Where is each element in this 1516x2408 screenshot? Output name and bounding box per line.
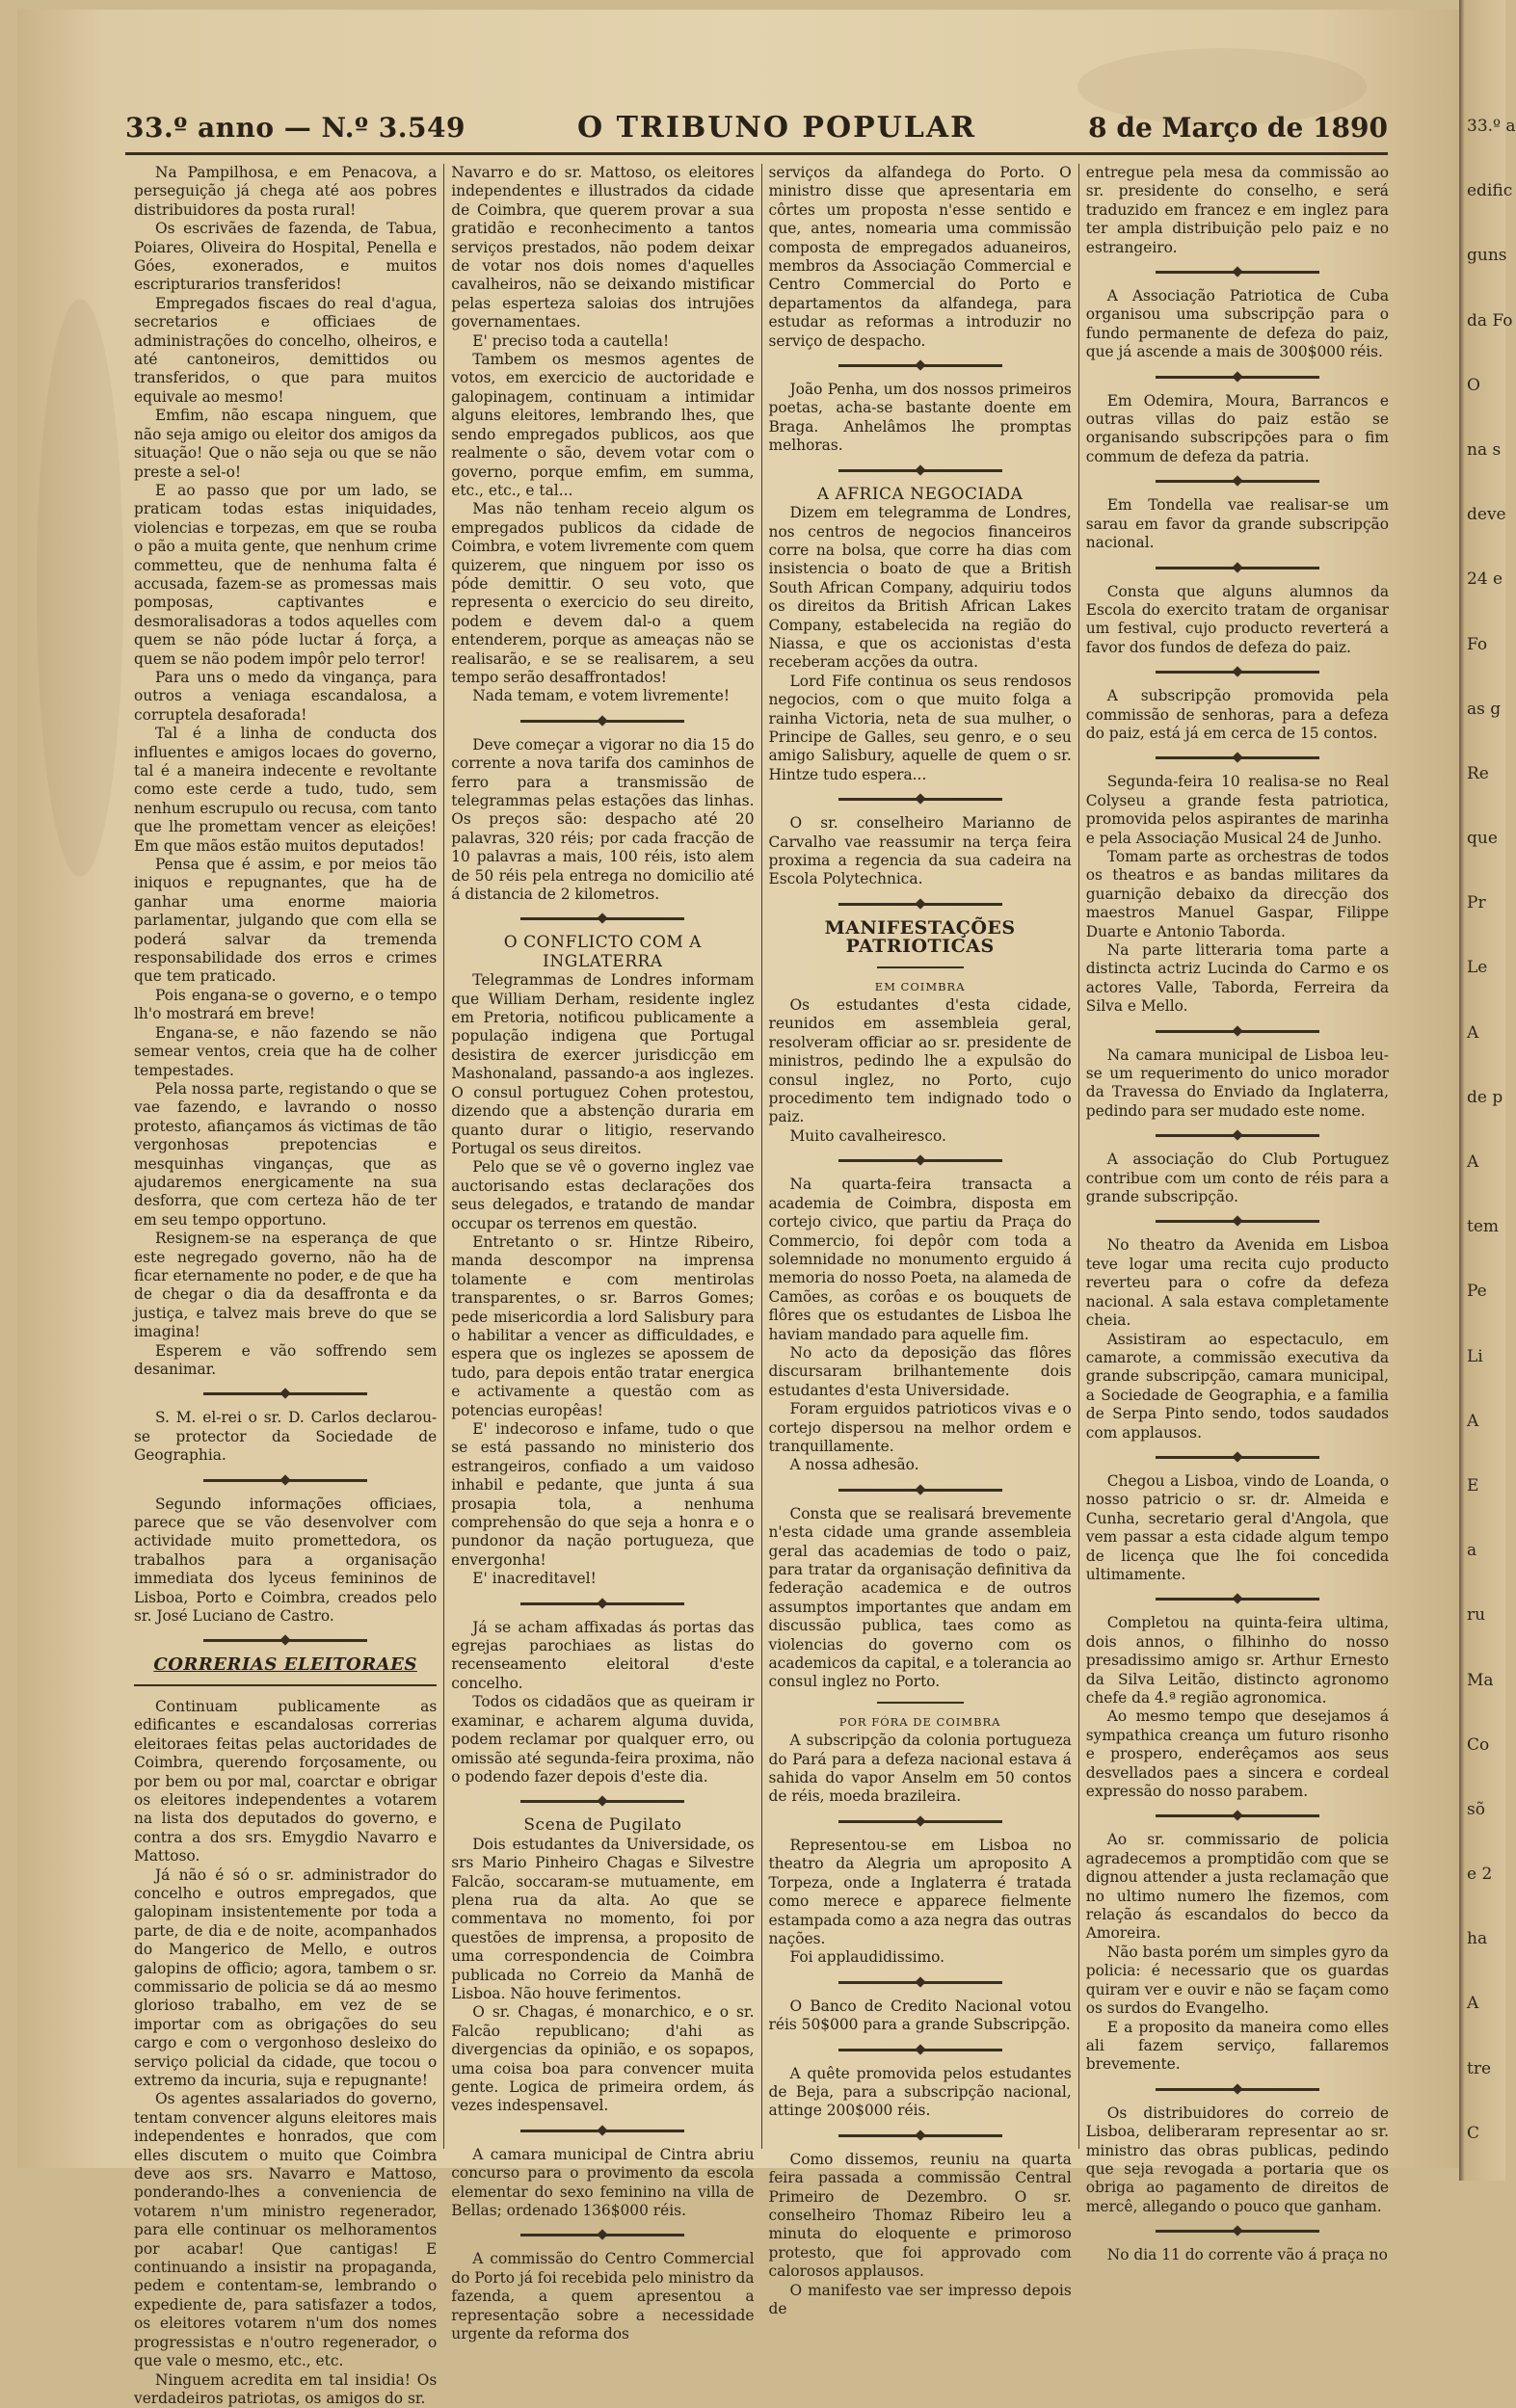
section-divider bbox=[838, 798, 1002, 801]
column-2 bbox=[444, 164, 761, 2149]
adjacent-page-fragment: Li bbox=[1459, 1346, 1483, 1368]
short-divider bbox=[877, 1702, 964, 1704]
paragraph: Dois estudantes da Universidade, os srs Mario Pinheiro Chagas e Silvestre Falcão, soccaram-se mutuamente, em plena rua da alta. Ao que se commentava no momento, foi por questões de imprensa, a proposito de uma correspondencia de Coimbra publicada no Correio da Manhã de Lisboa. Não houve ferimentos. bbox=[451, 1836, 754, 2004]
adjacent-page-fragment: Le bbox=[1459, 957, 1487, 979]
paragraph: S. M. el-rei o sr. D. Carlos declarou-se protector da Sociedade de Geographia. bbox=[134, 1409, 437, 1465]
article-heading: A AFRICA NEGOCIADA bbox=[769, 486, 1072, 504]
paragraph: A nossa adhesão. bbox=[769, 1456, 1072, 1474]
section-divider bbox=[1156, 480, 1319, 483]
paragraph: Os escrivães de fazenda, de Tabua, Poiares, Oliveira do Hospital, Penella e Góes, exonerados, e muitos escripturarios transferidos! bbox=[134, 220, 437, 295]
section-divider bbox=[838, 2134, 1002, 2137]
column-3 bbox=[762, 164, 1079, 2149]
column-1 bbox=[127, 164, 444, 2149]
paragraph: Completou na quinta-feira ultima, dois annos, o filhinho do nosso presadissimo amigo sr. Arthur Ernesto da Silva Leitão, distincto agronomo chefe da 4.ª região agronomica. bbox=[1086, 1614, 1389, 1707]
paragraph: Para uns o medo da vingança, para outros a veniaga escandalosa, a corruptela desaforada! bbox=[134, 669, 437, 725]
adjacent-page-fragment: que bbox=[1459, 828, 1498, 850]
adjacent-page-fragment: as g bbox=[1459, 699, 1501, 721]
adjacent-page-fragment: Fo bbox=[1459, 634, 1487, 656]
paragraph: Os estudantes d'esta cidade, reunidos em assembleia geral, resolveram officiar ao sr. presidente de ministros, pedindo lhe a expulsão do consul inglez, no Porto, cujo procedimento tem indignado todo o paiz. bbox=[769, 996, 1072, 1127]
section-divider bbox=[838, 1159, 1002, 1162]
section-divider bbox=[1156, 376, 1319, 379]
masthead bbox=[125, 106, 1388, 148]
section-divider bbox=[1156, 2088, 1319, 2091]
paragraph: Todos os cidadãos que as queiram ir examinar, e acharem alguma duvida, podem reclamar por qualquer erro, ou omissão até segunda-feira proxima, não o podendo fazer depois d'este dia. bbox=[451, 1693, 754, 1786]
paragraph: Resignem-se na esperança de que este negregado governo, não ha de ficar eternamente no poder, e de que ha de chegar o dia da desaffronta e da justiça, e talvez mais breve do que se imagina! bbox=[134, 1230, 437, 1341]
paragraph: Segunda-feira 10 realisa-se no Real Colyseu a grande festa patriotica, promovida pelos aspirantes de marinha e pela Associação Musical 24 de Junho. bbox=[1086, 773, 1389, 848]
adjacent-page-fragment: guns bbox=[1459, 245, 1507, 267]
paragraph: Chegou a Lisboa, vindo de Loanda, o nosso patricio o sr. dr. Almeida e Cunha, secretario geral d'Angola, que vem passar a esta cidade algum tempo de licença que lhe foi concedida ultimamente. bbox=[1086, 1472, 1389, 1584]
paragraph: Consta que se realisará brevemente n'esta cidade uma grande assembleia geral das academias de todo o paiz, para tratar da organisação definitiva da federação academica e de outros assumptos importantes que andam em discussão publica, taes como as violencias do governo com os academicos da capital, e a tolerancia ao consul inglez no Porto. bbox=[769, 1505, 1072, 1692]
article-heading: MANIFESTAÇÕES PATRIOTICAS bbox=[769, 919, 1072, 957]
section-divider bbox=[1156, 1598, 1319, 1601]
paragraph: No dia 11 do corrente vão á praça no bbox=[1086, 2246, 1389, 2264]
section-divider bbox=[1156, 1456, 1319, 1459]
paragraph: E' indecoroso e infame, tudo o que se está passando no ministerio dos estrangeiros, confiado a um vaidoso inhabil e pedante, que junta á sua prosapia tola, a nenhuma comprehensão do que seja a honra e o pundonor da nação portugueza, que envergonha! bbox=[451, 1420, 754, 1570]
paragraph: Ao mesmo tempo que desejamos á sympathica creança um futuro risonho e prospero, enderêçamos aos seus desvellados paes a sincera e cordeal expressão do nosso parabem. bbox=[1086, 1707, 1389, 1801]
paragraph: João Penha, um dos nossos primeiros poetas, acha-se bastante doente em Braga. Anhelâmos lhe promptas melhoras. bbox=[769, 381, 1072, 456]
paragraph: Segundo informações officiaes, parece que se vão desenvolver com actividade muito promettedora, os trabalhos para a organisação immediata dos lyceus femininos de Lisboa, Porto e Coimbra, creados pelo sr. José Luciano de Castro. bbox=[134, 1495, 437, 1627]
paragraph: O sr. Chagas, é monarchico, e o sr. Falcão republicano; d'ahi as divergencias da opinião, e os sopapos, uma coisa boa para convencer muita gente. Logica de primeira ordem, ás vezes indespensavel. bbox=[451, 2003, 754, 2115]
section-divider bbox=[520, 1602, 684, 1605]
section-divider bbox=[520, 2234, 684, 2236]
adjacent-page-fragment: e 2 bbox=[1459, 1864, 1492, 1886]
paragraph: O manifesto vae ser impresso depois de bbox=[769, 2282, 1072, 2319]
adjacent-page-fragment: A bbox=[1459, 1151, 1478, 1174]
paragraph: Emfim, não escapa ninguem, que não seja amigo ou eleitor dos amigos da situação! Que o não seja ou que se não preste a sel-o! bbox=[134, 407, 437, 482]
paragraph: entregue pela mesa da commissão ao sr. presidente do conselho, e será traduzido em francez e em inglez para ter ampla distribuição pelo paiz e no estrangeiro. bbox=[1086, 164, 1389, 257]
section-divider bbox=[838, 469, 1002, 472]
section-divider bbox=[838, 903, 1002, 906]
adjacent-page-fragment: A bbox=[1459, 1022, 1478, 1045]
section-divider bbox=[1156, 1814, 1319, 1817]
paragraph: Muito cavalheiresco. bbox=[769, 1127, 1072, 1146]
paragraph: Representou-se em Lisboa no theatro da Alegria um aproposito A Torpeza, onde a Inglaterra é tratada como merece e apparece fielmente estampada como a aza negra das outras nações. bbox=[769, 1837, 1072, 1948]
adjacent-page-fragment: a bbox=[1459, 1540, 1476, 1562]
section-divider bbox=[203, 1479, 367, 1482]
paragraph: Ninguem acredita em tal insidia! Os verdadeiros patriotas, os amigos do sr. bbox=[134, 2371, 437, 2408]
adjacent-page-fragment: ha bbox=[1459, 1928, 1487, 1950]
paragraph: Telegrammas de Londres informam que William Derham, residente inglez em Pretoria, notificou publicamente a população indigena que Portugal desistira de exercer jurisdicção em Mashonaland, passando-a aos inglezes. O consul portuguez Cohen protestou, dizendo que a abstenção duraria em quanto durar o litigio, reservando Portugal os seus direitos. bbox=[451, 971, 754, 1158]
paragraph: E ao passo que por um lado, se praticam todas estas iniquidades, violencias e torpezas, em que se rouba o pão a muita gente, que nenhum crime commetteu, que de nenhuma falta é accusada, fazem-se as promessas mais pomposas, captivantes e desmoralisadoras a todos aquelles com quem se não póde luctar á força, a quem se não podem impôr pelo terror! bbox=[134, 482, 437, 669]
paragraph: O Banco de Credito Nacional votou réis 50$000 para a grande Subscripção. bbox=[769, 1998, 1072, 2035]
adjacent-page-fragment: Pr bbox=[1459, 892, 1486, 914]
adjacent-page-fragment: de p bbox=[1459, 1087, 1503, 1109]
paragraph: E a proposito da maneira como elles ali fazem serviço, fallaremos brevemente. bbox=[1086, 2019, 1389, 2075]
paragraph: Tal é a linha de conducta dos influentes e amigos locaes do governo, tal é a maneira indecente e revoltante como este cerde a tudo, tudo, sem nenhum escrupulo ou recusa, com tanto que lhe promettam vencer as eleições! Em que mãos estão muitos deputados! bbox=[134, 725, 437, 856]
masthead-rule bbox=[125, 152, 1388, 155]
paragraph: Continuam publicamente as edificantes e escandalosas correrias eleitoraes feitas pelas auctoridades de Coimbra, querendo forçosamente, ou por bem ou por mal, coarctar e obrigar os eleitores independentes a votarem na lista dos deputados do governo, e contra a dos srs. Emygdio Navarro e Mattoso. bbox=[134, 1698, 437, 1866]
section-divider bbox=[838, 1489, 1002, 1492]
adjacent-page-fragment: A bbox=[1459, 1411, 1478, 1433]
section-divider bbox=[838, 2049, 1002, 2051]
adjacent-page-fragment: Ma bbox=[1459, 1670, 1494, 1692]
paragraph: Os agentes assalariados do governo, tentam convencer alguns eleitores mais independentes e honrados, que com elles discutem o muito que Coimbra deve aos srs. Navarro e Mattoso, ponderando-lhes a conveniencia de votarem n'um ministro regenerador, para elle continuar os melhoramentos por acabar! Que cantigas! E continuando a insistir na propaganda, pedem e contentam-se, lembrando o expediente de, para satisfazer a todos, os eleitores votarem n'um dos nomes progressistas e n'outro regenerador, o que vale o mesmo, etc., etc. bbox=[134, 2090, 437, 2370]
issue-number: 33.º anno — N.º 3.549 bbox=[125, 112, 465, 144]
paragraph: E' preciso toda a cautella! bbox=[451, 332, 754, 351]
adjacent-page-fragment: tre bbox=[1459, 2058, 1491, 2080]
paragraph: A subscripção da colonia portugueza do Pará para a defeza nacional estava á sahida do vapor Anselm em 50 contos de réis, moeda brazileira. bbox=[769, 1732, 1072, 1807]
paragraph: Esperem e vão soffrendo sem desanimar. bbox=[134, 1342, 437, 1380]
adjacent-page-fragment: E bbox=[1459, 1475, 1478, 1497]
adjacent-page-fragment: edific bbox=[1459, 180, 1512, 202]
paragraph: Engana-se, e não fazendo se não semear ventos, creia que ha de colher tempestades. bbox=[134, 1024, 437, 1080]
paragraph: Empregados fiscaes do real d'agua, secretarios e officiaes de administrações do concelho, olheiros, e até cantoneiros, demittidos ou transferidos, o que para muitos equivale ao mesmo! bbox=[134, 295, 437, 407]
paragraph: O sr. conselheiro Marianno de Carvalho vae reassumir na terça feira proxima a regencia da sua cadeira na Escola Polytechnica. bbox=[769, 814, 1072, 889]
paragraph: Ao sr. commissario de policia agradecemos a promptidão com que se dignou attender a justa reclamação que no ultimo numero lhe fizemos, com relação ás escandalos do becco da Amoreira. bbox=[1086, 1831, 1389, 1943]
article-subheading: POR FÓRA DE COIMBRA bbox=[769, 1713, 1072, 1732]
paragraph: Como dissemos, reuniu na quarta feira passada a commissão Central Primeiro de Dezembro. O sr. conselheiro Thomaz Ribeiro leu a minuta do eloquente e primoroso protesto, que foi approvado com calorosos applausos. bbox=[769, 2151, 1072, 2282]
section-divider bbox=[1156, 1220, 1319, 1223]
adjacent-page-fragment: da Fo bbox=[1459, 310, 1513, 332]
paragraph: Na camara municipal de Lisboa leu-se um requerimento do unico morador da Travessa do Enviado da Inglaterra, pedindo para ser mudado este nome. bbox=[1086, 1046, 1389, 1122]
adjacent-page-fragment: Co bbox=[1459, 1734, 1489, 1757]
paragraph: Não basta porém um simples gyro da policia: é necessario que os guardas quiram ver e ouvir e não se façam como os surdos do Evangelho. bbox=[1086, 1944, 1389, 2019]
paragraph: Navarro e do sr. Mattoso, os eleitores independentes e illustrados da cidade de Coimbra, que querem provar a sua gratidão e reconhecimento a tantos serviços prestados, não podem deixar de votar nos dois nomes d'aquelles cavalheiros, não se deixando mistificar pelas esperteza saloias dos intrujões governamentaes. bbox=[451, 164, 754, 332]
section-divider bbox=[520, 720, 684, 723]
paragraph: Assistiram ao espectaculo, em camarote, a commissão executiva da grande subscripção, camara municipal, a Sociedade de Geographia, e a familia de Serpa Pinto sendo, todos saudados com applausos. bbox=[1086, 1331, 1389, 1442]
paragraph: serviços da alfandega do Porto. O ministro disse que apresentaria em côrtes um proposta n'esse sentido e que, antes, nomearia uma commissão composta de empregados aduaneiros, membros da Associação Commercial e Centro Commercial do Porto e departamentos da alfandega, para estudar as reformas a introduzir no serviço de despacho. bbox=[769, 164, 1072, 351]
article-heading: O CONFLICTO COM A INGLATERRA bbox=[451, 934, 754, 971]
paragraph: Em Tondella vae realisar-se um sarau em favor da grande subscripção nacional. bbox=[1086, 496, 1389, 552]
section-divider bbox=[838, 1981, 1002, 1984]
section-divider bbox=[1156, 1134, 1319, 1137]
paper-stain bbox=[37, 299, 123, 877]
adjacent-page-fragment: ru bbox=[1459, 1604, 1485, 1627]
adjacent-page-fragment: A bbox=[1459, 1993, 1478, 2015]
paragraph: A associação do Club Portuguez contribue com um conto de réis para a grande subscripção. bbox=[1086, 1151, 1389, 1206]
paragraph: A subscripção promovida pela commissão de senhoras, para a defeza do paiz, está já em cerca de 15 contos. bbox=[1086, 687, 1389, 743]
paragraph: Entretanto o sr. Hintze Ribeiro, manda descompor na imprensa tolamente e com mentirolas transparentes, o sr. Barros Gomes; pede misericordia a lord Salisbury para o habilitar a vencer as difficuldades, e espera que os inglezes se apossem de tudo, para depois então tratar energica e activamente a questão com as potencias europêas! bbox=[451, 1233, 754, 1420]
paragraph: A Associação Patriotica de Cuba organisou uma subscripção para o fundo permanente de defeza do paiz, que já ascende a mais de 300$000 réis. bbox=[1086, 287, 1389, 362]
paragraph: Já não é só o sr. administrador do concelho e outros empregados, que galopinam insistentemente por toda a parte, de dia e de noite, acompanhados do Mangerico de Mello, e outros galopins de officio; agora, tambem o sr. commissario de policia se dá ao mesmo glorioso trabalho, em vez de se importar com as obrigações do seu cargo e com o vergonhoso desleixo do serviço policial da cidade, que tocou o extremo da incuria, suja e repugnante! bbox=[134, 1866, 437, 2091]
paragraph: Tambem os mesmos agentes de votos, em exercicio de auctoridade e galopinagem, continuam a intimidar alguns eleitores, lembrando lhes, que sendo empregados publicos, aos que realmente o são, devem votar com o governo, porque emfim, em summa, etc., etc., e tal... bbox=[451, 351, 754, 500]
paragraph: Lord Fife continua os seus rendosos negocios, com o que muito folga a rainha Victoria, neta de sua mulher, o Principe de Galles, seu genro, e o seu amigo Salisbury, aquelle de quem o sr. Hintze tudo espera... bbox=[769, 673, 1072, 784]
section-divider bbox=[1156, 271, 1319, 274]
paragraph: A quête promovida pelos estudantes de Beja, para a subscripção nacional, attinge 200$000 réis. bbox=[769, 2065, 1072, 2121]
paragraph: Nada temam, e votem livremente! bbox=[451, 687, 754, 705]
paragraph: Deve começar a vigorar no dia 15 do corrente a nova tarifa dos caminhos de ferro para a transmissão de telegrammas pelas estações das linhas. Os preços são: despacho até 20 palavras, 320 réis; por cada fracção de 10 palavras a mais, 100 réis, isto alem de 50 réis pela entrega no domicilio até á distancia de 2 kilometros. bbox=[451, 736, 754, 905]
adjacent-page-fragment: deve bbox=[1459, 504, 1506, 526]
paragraph: No theatro da Avenida em Lisboa teve logar uma recita cujo producto reverteu para o cofre da defeza nacional. A sala estava completamente cheia. bbox=[1086, 1236, 1389, 1330]
section-divider bbox=[1156, 671, 1319, 674]
adjacent-page-fragment: na s bbox=[1459, 439, 1501, 462]
newspaper-title: O TRIBUNO POPULAR bbox=[577, 111, 976, 145]
article-heading: CORRERIAS ELEITORAES bbox=[134, 1655, 437, 1674]
adjacent-page-fragment: 24 e bbox=[1459, 569, 1503, 591]
paragraph: Já se acham affixadas ás portas das egrejas parochiaes as listas do recenseamento eleitoral d'este concelho. bbox=[451, 1619, 754, 1694]
section-divider bbox=[838, 364, 1002, 367]
adjacent-page-fragment: Pe bbox=[1459, 1281, 1487, 1303]
adjacent-page-strip bbox=[1459, 0, 1505, 2181]
section-divider bbox=[520, 1800, 684, 1803]
section-divider bbox=[1156, 2230, 1319, 2233]
article-subheading: EM COIMBRA bbox=[769, 978, 1072, 996]
adjacent-page-fragment: tem bbox=[1459, 1216, 1499, 1238]
paragraph: Mas não tenham receio algum os empregados publicos da cidade de Coimbra, e votem livremente com quem quizerem, que ninguem por isso os póde demittir. O seu voto, que representa o exercicio do seu direito, podem e devem dal-o a quem entenderem, porque as ameaças não se realisarão, e se se realisarem, a seu tempo serão desaffrontados! bbox=[451, 500, 754, 687]
paragraph: Pela nossa parte, registando o que se vae fazendo, e lavrando o nosso protesto, afiançamos ás victimas de tão vergonhosas prepotencias e mesquinhas vinganças, que as ajudaremos energicamente na sua desforra, que com certeza hão de ter em seu tempo opportuno. bbox=[134, 1080, 437, 1230]
section-divider bbox=[520, 917, 684, 920]
section-divider bbox=[1156, 1030, 1319, 1033]
paragraph: Na quarta-feira transacta a academia de Coimbra, disposta em cortejo civico, que partiu da Praça do Commercio, foi depôr com toda a solemnidade no monumento erguido á memoria do nosso Poeta, na alameda de Camões, as corôas e os bouquets de flôres que os estudantes de Lisboa lhe haviam mandado para aquelle fim. bbox=[769, 1176, 1072, 1344]
short-divider bbox=[877, 966, 964, 968]
paragraph: A camara municipal de Cintra abriu concurso para o provimento da escola elementar do sexo feminino na villa de Bellas; ordenado 136$000 réis. bbox=[451, 2146, 754, 2221]
paragraph: No acto da deposição das flôres discursaram brilhantemente dois estudantes d'esta Universidade. bbox=[769, 1344, 1072, 1400]
section-divider bbox=[838, 1820, 1002, 1823]
paragraph: Os distribuidores do correio de Lisboa, deliberaram representar ao sr. ministro das obras publicas, pedindo que seja revogada a portaria que os obriga ao pagamento de direitos de mercê, allegando o pouco que ganham. bbox=[1086, 2104, 1389, 2216]
column-4 bbox=[1079, 164, 1396, 2149]
adjacent-page-fragment: 33.º a bbox=[1459, 116, 1516, 138]
adjacent-page-fragment: O bbox=[1459, 375, 1480, 397]
paragraph: Na parte litteraria toma parte a distincta actriz Lucinda do Carmo e os actores Valle, Taborda, Ferreira da Silva e Mello. bbox=[1086, 941, 1389, 1017]
paragraph: Pelo que se vê o governo inglez vae auctorisando estas declarações dos seus delegados, e tratando de mandar occupar os terrenos em questão. bbox=[451, 1158, 754, 1233]
heading-rule bbox=[134, 1684, 437, 1686]
article-columns bbox=[127, 164, 1396, 2149]
section-divider bbox=[1156, 567, 1319, 569]
adjacent-page-fragment: Re bbox=[1459, 763, 1489, 785]
paragraph: Foi applaudidissimo. bbox=[769, 1948, 1072, 1967]
paragraph: A commissão do Centro Commercial do Porto já foi recebida pelo ministro da fazenda, a quem apresentou a representação sobre a necessidade urgente da reforma dos bbox=[451, 2250, 754, 2343]
section-divider bbox=[203, 1392, 367, 1395]
paragraph: Na Pampilhosa, e em Penacova, a perseguição já chega até aos pobres distribuidores da posta rural! bbox=[134, 164, 437, 220]
article-heading: Scena de Pugilato bbox=[451, 1816, 754, 1835]
adjacent-page-fragment: C bbox=[1459, 2123, 1479, 2145]
section-divider bbox=[520, 2130, 684, 2132]
issue-date: 8 de Março de 1890 bbox=[1088, 112, 1388, 144]
paragraph: Pensa que é assim, e por meios tão iniquos e repugnantes, que ha de ganhar uma enorme maioria parlamentar, julgando que com ella se poderá salvar da tremenda responsabilidade dos erros e crimes que tem praticado. bbox=[134, 856, 437, 987]
adjacent-page-fragment: sõ bbox=[1459, 1799, 1485, 1821]
section-divider bbox=[1156, 756, 1319, 759]
paragraph: Foram erguidos patrioticos vivas e o cortejo dispersou na melhor ordem e tranquillamente. bbox=[769, 1400, 1072, 1456]
paragraph: Pois engana-se o governo, e o tempo lh'o mostrará em breve! bbox=[134, 987, 437, 1024]
paragraph: E' inacreditavel! bbox=[451, 1570, 754, 1588]
paragraph: Em Odemira, Moura, Barrancos e outras villas do paiz estão se organisando subscripções para o fim commum de defeza da patria. bbox=[1086, 392, 1389, 467]
section-divider bbox=[203, 1639, 367, 1642]
paragraph: Consta que alguns alumnos da Escola do exercito tratam de organisar um festival, cujo producto reverterá a favor dos fundos de defeza do paiz. bbox=[1086, 583, 1389, 658]
paragraph: Tomam parte as orchestras de todos os theatros e as bandas militares da guarnição debaixo da direcção dos maestros Manuel Gaspar, Filippe Duarte e Antonio Taborda. bbox=[1086, 848, 1389, 941]
paragraph: Dizem em telegramma de Londres, nos centros de negocios financeiros corre na bolsa, que corre ha dias com insistencia o boato de que a British South African Company, adquiriu todos os direitos da British African Lakes Company, estabelecida na região do Niassa, e que os accionistas d'esta receberam acções da outra. bbox=[769, 504, 1072, 673]
